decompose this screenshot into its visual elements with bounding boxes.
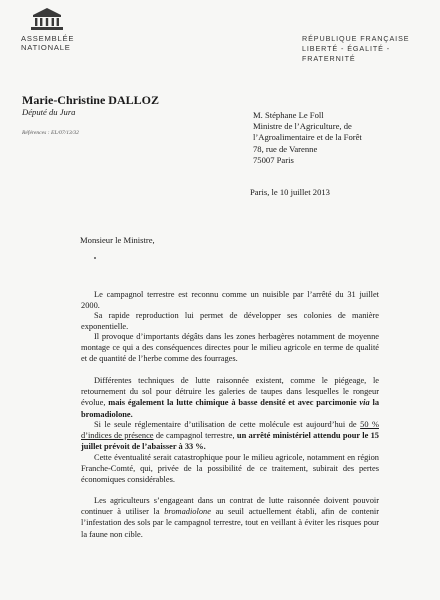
paragraph-5-bold: un arrêté ministériel attendu pour le 15 juillet prévoit de l’abaisser à 33 %. [81, 431, 379, 452]
paragraph-5-text: Si le seule réglementaire d’utilisation de cette molécule est aujourd’hui de [94, 420, 361, 429]
recipient-city: 75007 Paris [253, 154, 294, 165]
organization-line-2: NATIONALE [21, 43, 71, 52]
republic-title: RÉPUBLIQUE FRANÇAISE [302, 34, 410, 43]
paragraph-2: Sa rapide reproduction lui permet de développer ses colonies de manière exponentielle. [81, 311, 379, 332]
paragraph-1: Le campagnol terrestre est reconnu comme un nuisible par l’arrêté du 31 juillet 2000. [81, 290, 379, 311]
paragraph-4-bold-end: la bromadiolone. [81, 398, 380, 419]
paragraph-7-text-2: au seuil actuellement établi, afin de contenir l’infestation des sols par le campagnol terrestre, tout en veillant à éviter les risques pour la faune non cible. [81, 507, 379, 539]
paragraph-5 [81, 419, 379, 453]
paragraph-4 [81, 375, 379, 420]
paragraph-6: Cette éventualité serait catastrophique pour le milieu agricole, notamment en région Franche-Comté, qui, privée de la possibilité de ce traitement, subirait des pertes économiques considérables. [81, 453, 379, 485]
paragraph-3: Il provoque d’importants dégâts dans les zones herbagères notamment de moyenne montage ce qui a des conséquences directes pour le milieu agricole en terme de qualité et de quantité de l’herbe comme des fourrages. [81, 332, 379, 364]
letter-date: Paris, le 10 juillet 2013 [250, 187, 330, 197]
recipient-name: M. Stéphane Le Foll [253, 110, 324, 120]
organization-name [21, 34, 74, 52]
paragraph-7-text: Les agriculteurs s’engageant dans un contrat de lutte raisonnée doivent pouvoir continuer à utiliser la [81, 496, 379, 517]
paragraph-7-italic: bromadiolone [164, 507, 211, 517]
paragraph-7 [81, 495, 379, 540]
paragraph-5-text-2: de campagnol terrestre, [153, 431, 237, 441]
recipient-address [253, 110, 362, 166]
assemblee-nationale-logo-icon [30, 6, 64, 32]
paragraph-5-underlined: 50 % d’indices de présence [81, 420, 379, 441]
decorative-dot [94, 257, 96, 259]
salutation: Monsieur le Ministre, [80, 235, 155, 245]
sender-role: Député du Jura [22, 107, 76, 117]
recipient-title-line-1: Ministre de l’Agriculture, de [253, 121, 352, 132]
paragraph-4-bold: mais également la lutte chimique à basse densité et avec parcimonie [108, 398, 360, 408]
paragraph-4-text: Différentes techniques de lutte raisonnée existent, comme le piégeage, le retournement du sol pour détruire les galeries de taupes dans lesquelles le rongeur évolue, [81, 376, 379, 408]
republic-motto [302, 34, 440, 64]
recipient-title-line-2: l’Agroalimentaire et de la Forêt [253, 132, 362, 143]
recipient-street: 78, rue de Varenne [253, 143, 318, 154]
reference-number: Références : EL/07/13/32 [22, 130, 79, 136]
organization-line-1: ASSEMBLÉE [21, 34, 75, 43]
sender-name: Marie-Christine DALLOZ [22, 93, 159, 107]
republic-motto-line: LIBERTÉ - ÉGALITÉ - FRATERNITÉ [302, 44, 391, 63]
paragraph-4-italic: via [359, 398, 370, 408]
